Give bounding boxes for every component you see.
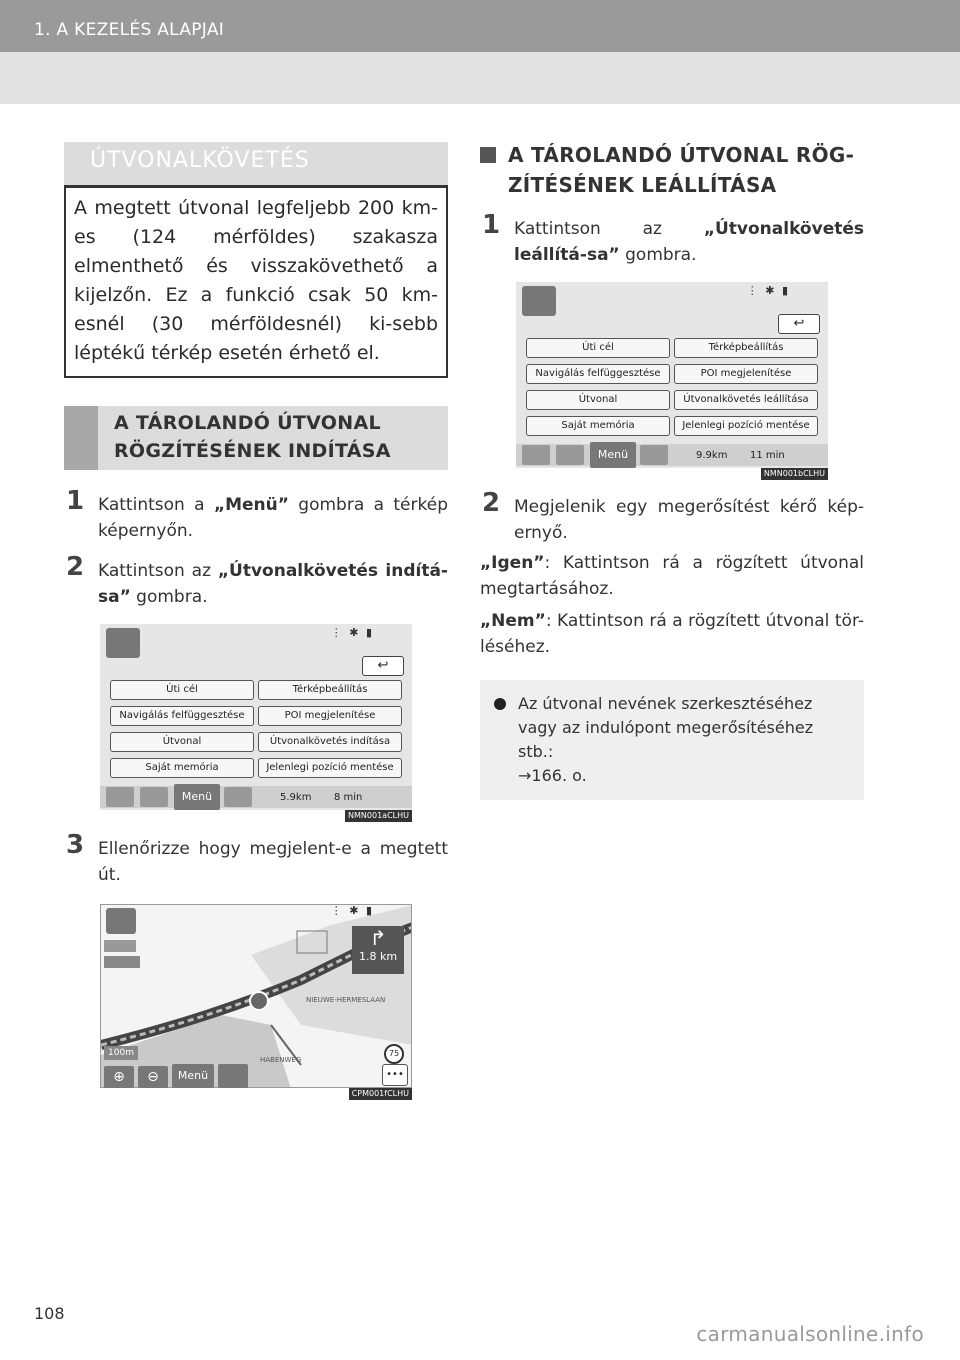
- zoom-out-button[interactable]: ⊖: [138, 1066, 168, 1088]
- menu-button-uti-cel[interactable]: Úti cél: [110, 680, 254, 700]
- menu-button-poi-megjelenitese[interactable]: POI megjelenítése: [258, 706, 402, 726]
- step-text: Kattintson a: [98, 495, 214, 515]
- back-button[interactable]: ↩: [362, 656, 404, 676]
- turn-indicator: [352, 926, 404, 974]
- subsection-marker: [64, 406, 98, 470]
- step-button-name: „Menü”: [213, 495, 289, 515]
- bottom-menu-button[interactable]: Menü: [174, 784, 220, 810]
- status-icons: ⋮ ✱ ▮: [746, 284, 790, 297]
- left-column: [64, 142, 448, 1098]
- menu-button-sajat-memoria[interactable]: Saját memória: [110, 758, 254, 778]
- bottom-menu-button[interactable]: Menü: [172, 1064, 214, 1088]
- note-text: Az útvonal nevének szerkesztéséhez vagy az indulópont megerősítéséhez stb.:: [518, 694, 814, 761]
- page-reference[interactable]: →166. o.: [518, 766, 587, 785]
- step-number: 2: [66, 552, 85, 582]
- step-number: 1: [482, 210, 501, 240]
- option-label: „Igen”: [480, 553, 545, 573]
- poi-icon: [104, 940, 136, 952]
- option-text: : Kattintson rá a rögzített útvonal megtartásához.: [480, 553, 864, 599]
- step-text: gombra.: [130, 587, 208, 607]
- compass-icon: [106, 908, 136, 934]
- menu-button-jelenlegi-pozicio-mentese[interactable]: Jelenlegi pozíció mentése: [674, 416, 818, 436]
- bottom-menu-button[interactable]: Menü: [590, 442, 636, 468]
- distance-readout: 5.9km: [280, 792, 312, 803]
- igen-option: [480, 550, 864, 602]
- note-box: [480, 680, 864, 800]
- header-band: [0, 52, 960, 104]
- figure-code: CPM001fCLHU: [349, 1088, 412, 1100]
- step-text: Ellenőrizze hogy megjelent-e a megtett út.: [98, 839, 448, 885]
- menu-button-utvonal[interactable]: Útvonal: [526, 390, 670, 410]
- heading-square-icon: [480, 147, 496, 163]
- step-text: Megjelenik egy megerősítést kérő kép-ernyő.: [514, 497, 864, 543]
- subsection-header: [64, 406, 448, 470]
- subsection-heading: [480, 140, 864, 200]
- zoom-in-button[interactable]: [106, 787, 134, 807]
- route-button[interactable]: [640, 445, 668, 465]
- step-2: [64, 552, 448, 610]
- step-text: Kattintson az: [514, 219, 704, 239]
- nem-option: [480, 608, 864, 660]
- zoom-out-button[interactable]: [556, 445, 584, 465]
- figure-code: NMN001bCLHU: [761, 468, 828, 480]
- turn-distance: 1.8 km: [358, 950, 398, 963]
- turn-arrow-icon: ↱: [369, 926, 387, 950]
- menu-button-navigalas-felfuggesztese[interactable]: Navigálás felfüggesztése: [110, 706, 254, 726]
- menu-button-utvonalkovetes-leallitasa[interactable]: Útvonalkövetés leállítása: [674, 390, 818, 410]
- step-1: [64, 486, 448, 544]
- status-icons: ⋮ ✱ ▮: [330, 904, 374, 917]
- time-readout: 11 min: [750, 450, 785, 461]
- street-name: HABENWEG: [260, 1056, 302, 1064]
- step-3: [64, 830, 448, 888]
- map-screenshot: [100, 904, 412, 1098]
- bullet-icon: [494, 698, 506, 710]
- menu-screenshot-stop: [516, 282, 828, 478]
- step-number: 2: [482, 488, 501, 518]
- right-column: [480, 140, 864, 800]
- step-number: 3: [66, 830, 85, 860]
- status-icons: ⋮ ✱ ▮: [330, 626, 374, 639]
- street-name: NIEUWE-HERMESLAAN: [306, 996, 386, 1004]
- heading-text: A TÁROLANDÓ ÚTVONAL RÖG-ZÍTÉSÉNEK LEÁLLÍTÁSA: [508, 143, 855, 197]
- compass-icon: [106, 628, 140, 658]
- step-button-name: „Útvonalkövetés indítá-sa”: [98, 561, 448, 607]
- menu-button-navigalas-felfuggesztese[interactable]: Navigálás felfüggesztése: [526, 364, 670, 384]
- zoom-in-button[interactable]: ⊕: [104, 1066, 134, 1088]
- zoom-out-button[interactable]: [140, 787, 168, 807]
- step-button-name: „Útvonalkövetés leállítá-sa”: [514, 219, 864, 265]
- speed-limit: 75: [384, 1044, 404, 1064]
- back-button[interactable]: ↩: [778, 314, 820, 334]
- menu-button-utvonal[interactable]: Útvonal: [110, 732, 254, 752]
- menu-button-jelenlegi-pozicio-mentese[interactable]: Jelenlegi pozíció mentése: [258, 758, 402, 778]
- option-label: „Nem”: [480, 611, 546, 631]
- intro-paragraph: A megtett útvonal legfeljebb 200 km-es (124 mérföldes) szakasza elmenthető és visszakövethető a kijelzőn. Ez a funkció csak 50 km-esnél (30 mérföldesnél) ki-sebb léptékű térkép esetén érhető el.: [64, 188, 448, 378]
- step-number: 1: [66, 486, 85, 516]
- subsection-title: A TÁROLANDÓ ÚTVONAL RÖGZÍTÉSÉNEK INDÍTÁSA: [114, 412, 391, 462]
- watermark: carmanualsonline.info: [696, 1322, 924, 1346]
- step-text: gombra a térkép képernyőn.: [98, 495, 448, 541]
- header-bar: [0, 0, 960, 52]
- parking-icon: [104, 956, 140, 968]
- menu-button-terkepbeallitas[interactable]: Térképbeállítás: [258, 680, 402, 700]
- more-options-button[interactable]: •••: [382, 1064, 408, 1086]
- zoom-in-button[interactable]: [522, 445, 550, 465]
- navigation-button[interactable]: [218, 1064, 248, 1088]
- menu-button-terkepbeallitas[interactable]: Térképbeállítás: [674, 338, 818, 358]
- menu-screenshot-start: [100, 624, 412, 820]
- distance-readout: 9.9km: [696, 450, 728, 461]
- option-text: : Kattintson rá a rögzített útvonal tör-léséhez.: [480, 611, 864, 657]
- menu-button-uti-cel[interactable]: Úti cél: [526, 338, 670, 358]
- step-1-right: [480, 210, 864, 268]
- time-readout: 8 min: [334, 792, 363, 803]
- menu-button-sajat-memoria[interactable]: Saját memória: [526, 416, 670, 436]
- page-number: 108: [34, 1304, 65, 1323]
- menu-button-utvonalkovetes-inditasa[interactable]: Útvonalkövetés indítása: [258, 732, 402, 752]
- section-title: ÚTVONALKÖVETÉS: [64, 142, 448, 188]
- step-2-right: [480, 488, 864, 546]
- route-button[interactable]: [224, 787, 252, 807]
- figure-code: NMN001aCLHU: [345, 810, 412, 822]
- compass-icon: [522, 286, 556, 316]
- menu-button-poi-megjelenitese[interactable]: POI megjelenítése: [674, 364, 818, 384]
- scale-indicator: 100m: [104, 1046, 138, 1060]
- chapter-title: 1. A KEZELÉS ALAPJAI: [34, 20, 225, 40]
- step-text: gombra.: [619, 245, 697, 265]
- step-text: Kattintson az: [98, 561, 218, 581]
